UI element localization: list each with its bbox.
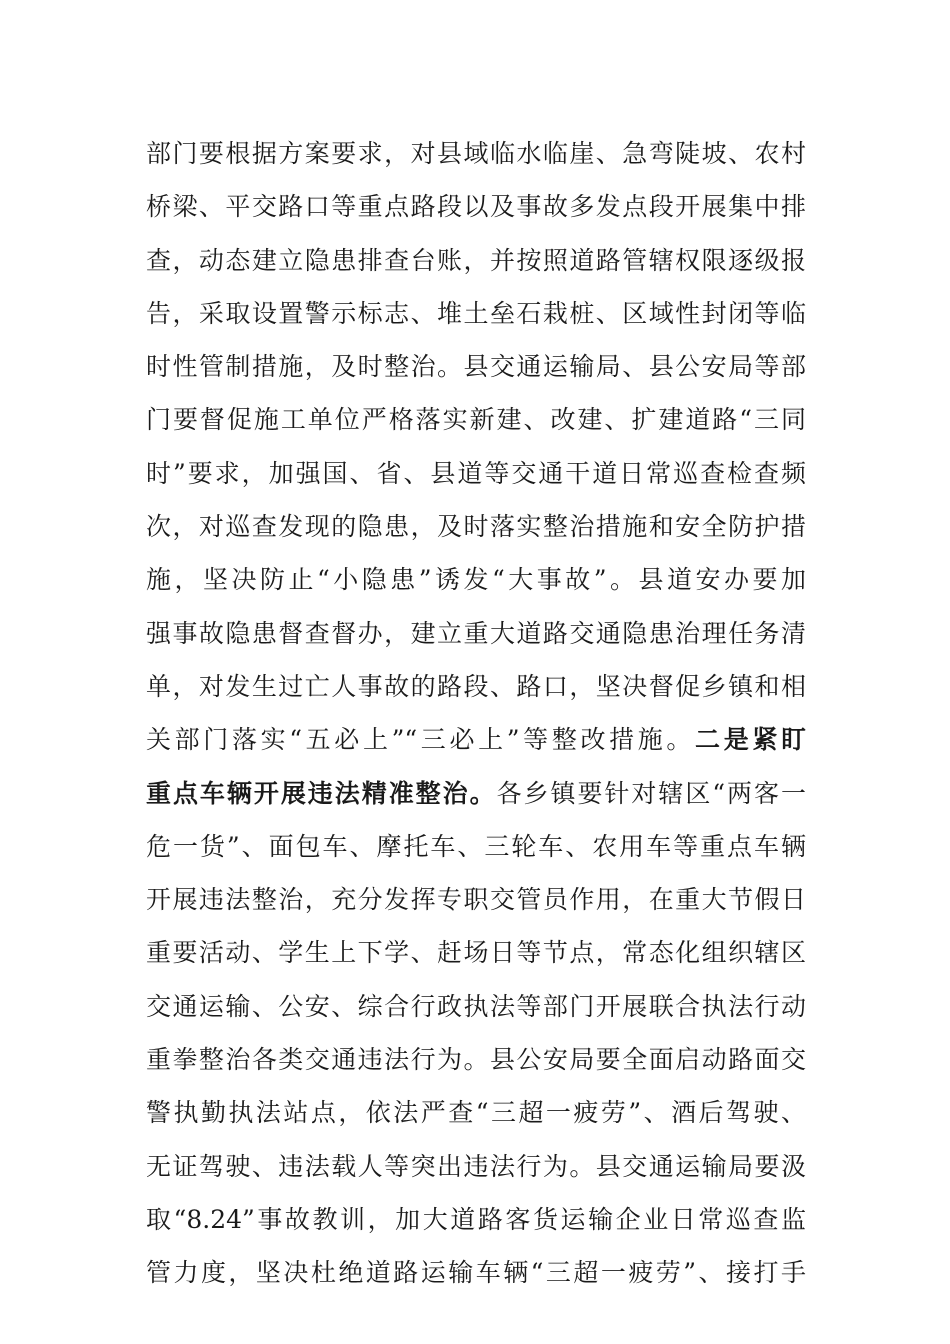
body-text: 桥梁、平交路口等重点路段以及事故多发点段开展集中排 [146,192,806,222]
body-text: 门要督促施工单位严格落实新建、改建、扩建道路“三同 [146,405,806,435]
body-text: 管力度，坚决杜绝道路运输车辆“三超一疲劳”、接打手 [146,1258,806,1288]
body-text: 各乡镇要针对辖区“两客一 [496,778,806,808]
text-line [146,607,806,660]
text-line [146,287,806,340]
body-text: 关部门落实“五必上”“三必上”等整改措施。 [146,725,696,755]
text-line [146,127,806,180]
bold-heading-text: 重点车辆开展违法精准整治。 [146,778,497,808]
body-text: 次，对巡查发现的隐患，及时落实整治措施和安全防护措 [146,512,806,542]
body-text: 重要活动、学生上下学、赶场日等节点，常态化组织辖区 [146,938,806,968]
text-line [146,1086,806,1139]
text-line [146,447,806,500]
text-line [146,660,806,713]
body-text: 开展违法整治，充分发挥专职交管员作用，在重大节假日 [146,885,806,915]
text-line [146,500,806,553]
body-text: 强事故隐患督查督办，建立重大道路交通隐患治理任务清 [146,618,806,648]
body-text: 告，采取设置警示标志、堆土垒石栽桩、区域性封闭等临 [146,298,806,328]
text-line [146,713,806,766]
text-line [146,1193,806,1246]
body-text: 取“8.24”事故教训，加大道路客货运输企业日常巡查监 [146,1204,806,1234]
text-line [146,926,806,979]
bold-heading-text: 二是紧盯 [695,725,806,755]
body-text: 警执勤执法站点，依法严查“三超一疲劳”、酒后驾驶、 [146,1098,806,1128]
text-line [146,1140,806,1193]
text-line [146,1033,806,1086]
text-line [146,820,806,873]
body-text: 单，对发生过亡人事故的路段、路口，坚决督促乡镇和相 [146,671,806,701]
text-line [146,553,806,606]
text-line [146,234,806,287]
body-text: 危一货”、面包车、摩托车、三轮车、农用车等重点车辆 [146,831,806,861]
body-text: 无证驾驶、违法载人等突出违法行为。县交通运输局要汲 [146,1151,806,1181]
text-line [146,180,806,233]
body-text: 查，动态建立隐患排查台账，并按照道路管辖权限逐级报 [146,245,806,275]
body-paragraph [146,127,806,1300]
body-text: 部门要根据方案要求，对县域临水临崖、急弯陡坡、农村 [146,139,806,168]
body-text: 时性管制措施，及时整治。县交通运输局、县公安局等部 [146,352,806,382]
text-line [146,980,806,1033]
body-text: 交通运输、公安、综合行政执法等部门开展联合执法行动 [146,991,806,1021]
text-line [146,393,806,446]
text-line [146,340,806,393]
text-line [146,873,806,926]
body-text: 重拳整治各类交通违法行为。县公安局要全面启动路面交 [146,1045,806,1075]
body-text: 施，坚决防止“小隐患”诱发“大事故”。县道安办要加 [146,565,806,595]
text-line [146,1246,806,1299]
body-text: 时”要求，加强国、省、县道等交通干道日常巡查检查频 [146,458,806,488]
text-line [146,767,806,820]
